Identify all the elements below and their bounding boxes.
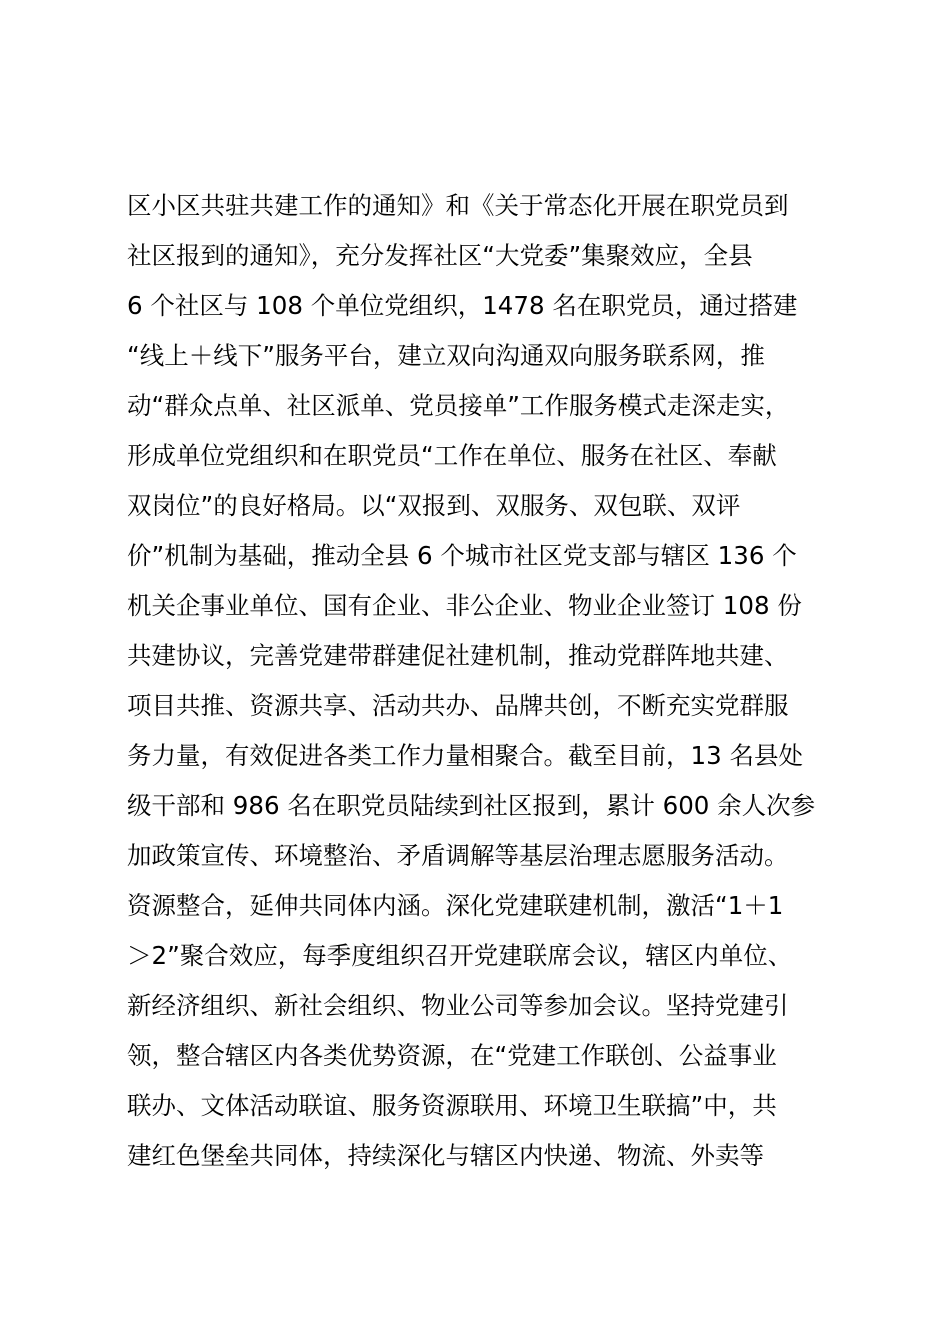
text-line-20: 建红色堡垒共同体，持续深化与辖区内快递、物流、外卖等 [127,1141,764,1170]
text-line-8: 价”机制为基础，推动全县 6 个城市社区党支部与辖区 136 个 [127,541,797,570]
text-line-4: “线上＋线下”服务平台，建立双向沟通双向服务联系网，推 [127,341,765,370]
text-line-18: 领，整合辖区内各类优势资源，在“党建工作联创、公益事业 [127,1041,777,1070]
text-line-15: 资源整合，延伸共同体内涵。深化党建联建机制，激活“1＋1 [127,891,784,920]
text-line-3: 6 个社区与 108 个单位党组织，1478 名在职党员，通过搭建 [127,291,798,320]
text-line-5: 动“群众点单、社区派单、党员接单”工作服务模式走深走实， [127,391,790,420]
text-line-19: 联办、文体活动联谊、服务资源联用、环境卫生联搞”中，共 [127,1091,777,1120]
text-line-9: 机关企事业单位、国有企业、非公企业、物业企业签订 108 份 [127,591,802,620]
text-line-2: 社区报到的通知》，充分发挥社区“大党委”集聚效应，全县 [127,241,753,270]
text-line-10: 共建协议，完善党建带群建促社建机制，推动党群阵地共建、 [127,641,789,670]
body-text [127,181,847,1181]
text-line-6: 形成单位党组织和在职党员“工作在单位、服务在社区、奉献 [127,441,777,470]
text-line-14: 加政策宣传、环境整治、矛盾调解等基层治理志愿服务活动。 [127,841,789,870]
text-line-1: 区小区共驻共建工作的通知》和《关于常态化开展在职党员到 [127,191,789,220]
text-line-7: 双岗位”的良好格局。以“双报到、双服务、双包联、双评 [127,491,741,520]
text-line-16: ＞2”聚合效应，每季度组织召开党建联席会议，辖区内单位、 [127,941,793,970]
text-line-17: 新经济组织、新社会组织、物业公司等参加会议。坚持党建引 [127,991,789,1020]
text-line-13: 级干部和 986 名在职党员陆续到社区报到，累计 600 余人次参 [127,791,816,820]
text-line-12: 务力量，有效促进各类工作力量相聚合。截至目前，13 名县处 [127,741,803,770]
text-line-11: 项目共推、资源共享、活动共办、品牌共创，不断充实党群服 [127,691,789,720]
